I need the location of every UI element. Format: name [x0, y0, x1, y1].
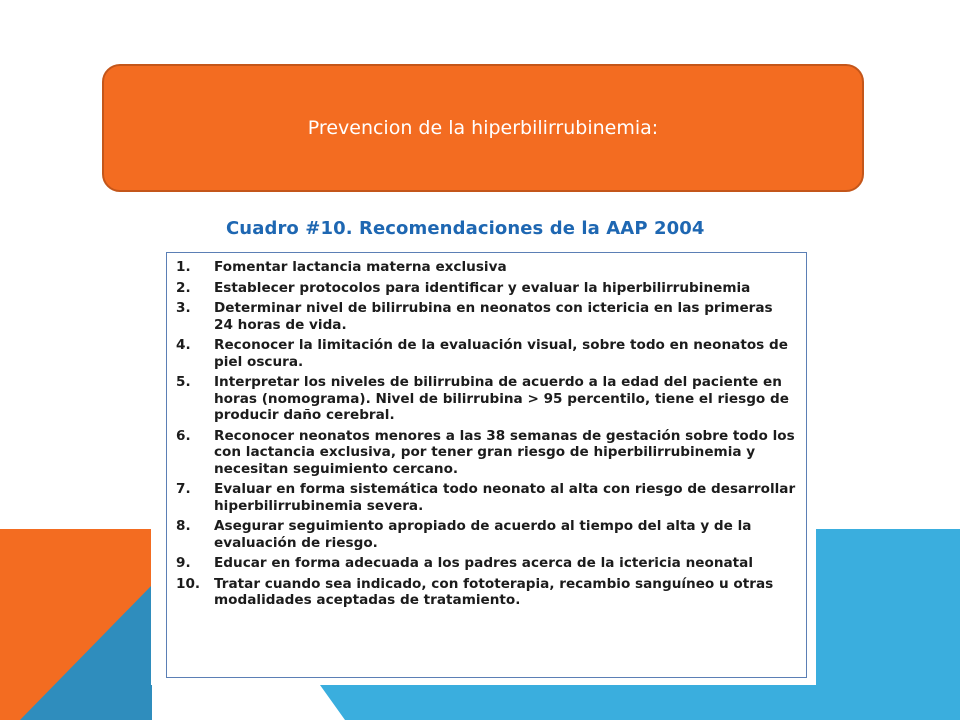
item-number: 5. [176, 374, 191, 390]
recommendations-table [166, 252, 807, 678]
item-text: Tratar cuando sea indicado, con fototerapia, recambio sanguíneo u otras modalidades aceptadas de tratamiento. [214, 575, 774, 608]
list-item [167, 337, 806, 370]
item-text: Reconocer la limitación de la evaluación visual, sobre todo en neonatos de piel oscura. [214, 337, 788, 370]
item-number: 4. [176, 337, 191, 353]
recommendations-list [167, 253, 806, 609]
item-text: Establecer protocolos para identificar y evaluar la hiperbilirrubinemia [214, 279, 751, 296]
list-item [167, 300, 806, 333]
item-text: Fomentar lactancia materna exclusiva [214, 259, 507, 275]
list-item [167, 576, 806, 609]
item-number: 2. [176, 279, 191, 296]
list-item [167, 555, 806, 572]
list-item [167, 259, 806, 276]
list-item [167, 280, 806, 297]
title-banner [102, 64, 864, 192]
item-number: 1. [176, 259, 191, 275]
list-item [167, 481, 806, 514]
item-number: 6. [176, 427, 191, 444]
item-text: Evaluar en forma sistemática todo neonato al alta con riesgo de desarrollar hiperbilirrubinemia severa. [214, 481, 796, 514]
table-title: Cuadro #10. Recomendaciones de la AAP 2004 [226, 218, 705, 239]
item-text: Asegurar seguimiento apropiado de acuerdo al tiempo del alta y de la evaluación de riesgo. [214, 518, 752, 551]
item-number: 8. [176, 518, 191, 534]
item-number: 3. [176, 300, 191, 316]
item-number: 7. [176, 481, 191, 497]
list-item [167, 374, 806, 424]
item-text: Reconocer neonatos menores a las 38 semanas de gestación sobre todo los con lactancia exclusiva, por tener gran riesgo de hiperbilirrubinemia y necesitan seguimiento cercano. [214, 427, 795, 477]
slide-title: Prevencion de la hiperbilirrubinemia: [307, 117, 659, 139]
list-item [167, 518, 806, 551]
item-text: Educar en forma adecuada a los padres acerca de la ictericia neonatal [214, 555, 754, 571]
item-number: 9. [176, 555, 191, 571]
item-number: 10. [176, 575, 201, 592]
list-item [167, 428, 806, 478]
item-text: Interpretar los niveles de bilirrubina de acuerdo a la edad del paciente en horas (nomograma). Nivel de bilirrubina > 95 percentilo, tiene el riesgo de producir daño cerebral. [214, 374, 789, 423]
item-text: Determinar nivel de bilirrubina en neonatos con ictericia en las primeras 24 horas de vida. [214, 300, 773, 333]
